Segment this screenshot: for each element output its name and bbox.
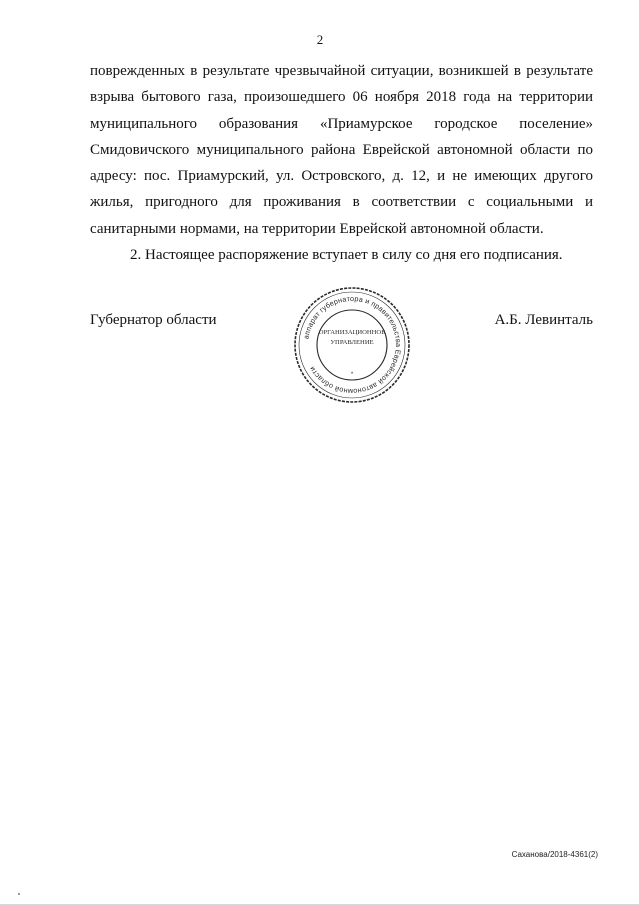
- body-line: взрыва бытового газа, произошедшего 06 ноября 2018 года на территории: [90, 89, 593, 106]
- scan-artifact-dot: [18, 893, 20, 895]
- body-line: жилья, пригодного для проживания в соответствии с социальными и: [90, 194, 593, 211]
- paragraph-2: 2. Настоящее распоряжение вступает в силу со дня его подписания.: [130, 247, 563, 264]
- body-line: Смидовичского муниципального района Еврейской автономной области по: [90, 141, 593, 158]
- seal-star-mark: *: [350, 372, 354, 378]
- body-line: адресу: пос. Приамурский, ул. Островского, д. 12, и не имеющих другого: [90, 168, 593, 185]
- body-line: поврежденных в результате чрезвычайной ситуации, возникшей в результате: [90, 63, 593, 79]
- page-number: 2: [316, 32, 324, 47]
- seal-center-line-1: ОРГАНИЗАЦИОННОЕ: [318, 329, 386, 336]
- seal-center-line-2: УПРАВЛЕНИЕ: [330, 339, 374, 346]
- document-body: [90, 58, 593, 268]
- signatory-title: Губернатор области: [90, 312, 217, 328]
- official-seal-stamp: [289, 282, 415, 408]
- signatory-name: А.Б. Левинталь: [494, 312, 593, 328]
- seal-ring-text: аппарат губернатора и правительства Еврейской автономной области: [301, 293, 404, 397]
- document-reference-code: Саханова/2018-4361(2): [511, 850, 598, 859]
- body-line: муниципального образования «Приамурское городское поселение»: [90, 115, 593, 132]
- body-line: санитарными нормами, на территории Еврейской автономной области.: [90, 220, 544, 237]
